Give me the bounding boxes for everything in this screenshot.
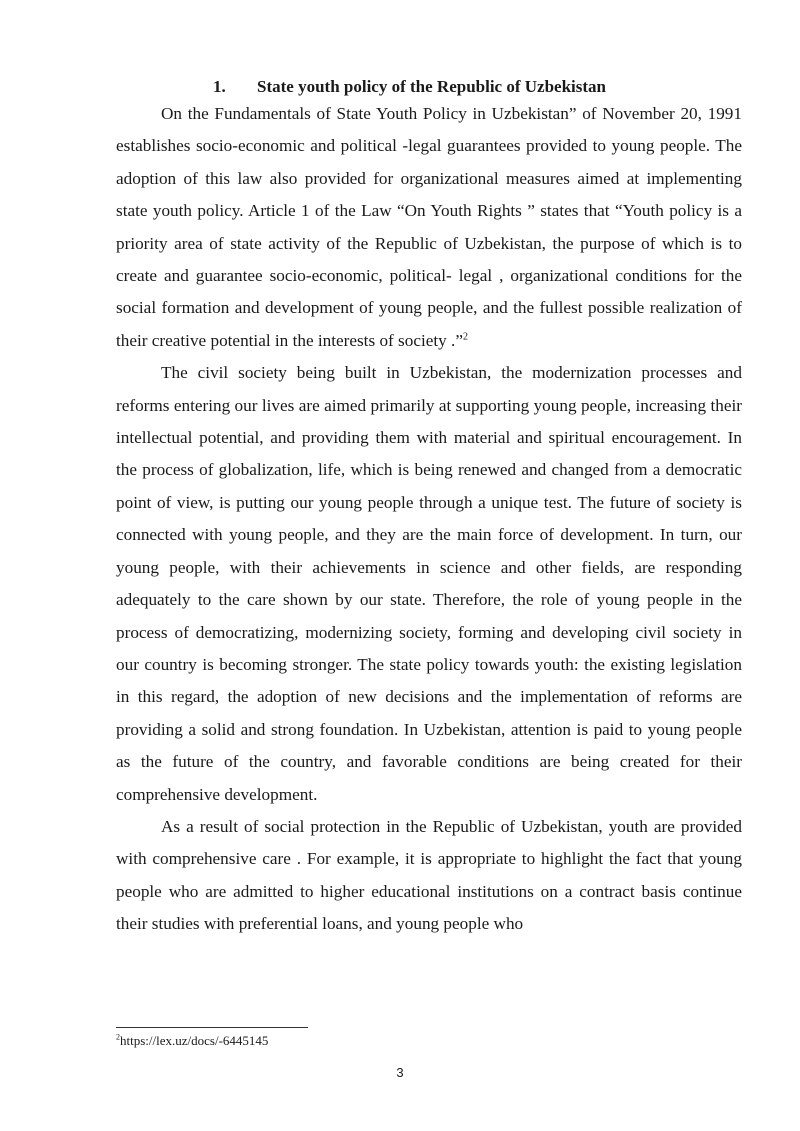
section-title: State youth policy of the Republic of Uzbekistan [257, 77, 606, 96]
paragraph-3-text: As a result of social protection in the Republic of Uzbekistan, youth are provided with comprehensive care . For example, it is appropriate to highlight the fact that young people who are admitted to higher educational institutions on a contract basis continue their studies with preferential loans, and young people who [116, 816, 742, 934]
page-body [116, 76, 742, 941]
footnote-link[interactable]: https://lex.uz/docs/-6445145 [120, 1033, 269, 1048]
section-number: 1. [213, 77, 226, 96]
footnote-separator [116, 1027, 308, 1028]
paragraph-1 [116, 98, 742, 357]
footnote-marker: 2 [116, 1032, 120, 1042]
paragraph-1-text: On the Fundamentals of State Youth Policy in Uzbekistan” of November 20, 1991 establishes socio-economic and political -legal guarantees provided to young people. The adoption of this law also provided for organizational measures aimed at implementing state youth policy. Article 1 of the Law “On Youth Rights ” states that “Youth policy is a priority area of state activity of the Republic of Uzbekistan, the purpose of which is to create and guarantee socio-economic, political- legal , organizational conditions for the social formation and development of young people, and the fullest possible realization of their creative potential in the interests of society .” [116, 104, 742, 350]
paragraph-2-text: The civil society being built in Uzbekistan, the modernization processes and reforms entering our lives are aimed primarily at supporting young people, increasing their intellectual potential, and providing them with material and spiritual encouragement. In the process of globalization, life, which is being renewed and changed from a democratic point of view, is putting our young people through a unique test. The future of society is connected with young people, and they are the main force of development. In turn, our young people, with their achievements in science and other fields, are responding adequately to the care shown by our state. Therefore, the role of young people in the process of democratizing, modernizing society, forming and developing civil society in our country is becoming stronger. The state policy towards youth: the existing legislation in this regard, the adoption of new decisions and the implementation of reforms are providing a solid and strong foundation. In Uzbekistan, attention is paid to young people as the future of the country, and favorable conditions are being created for their comprehensive development. [116, 363, 742, 804]
footnote [116, 1033, 268, 1049]
paragraph-3 [116, 811, 742, 941]
page-number: 3 [396, 1065, 404, 1080]
section-heading [116, 76, 742, 98]
footnote-reference[interactable]: 2 [462, 331, 468, 343]
paragraph-2 [116, 357, 742, 811]
